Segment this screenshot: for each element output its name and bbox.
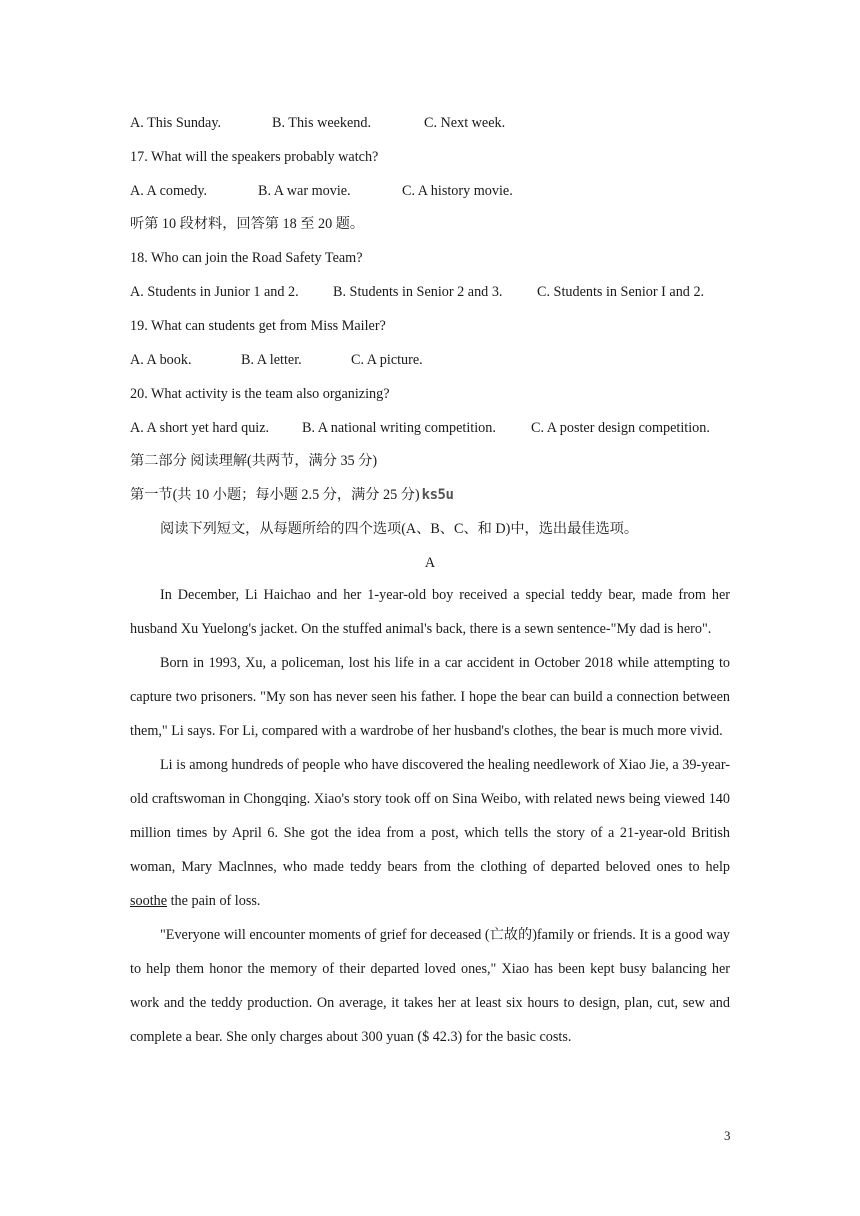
option-a: A. A book. [130, 352, 192, 368]
option-b: B. This weekend. [272, 115, 372, 131]
paragraph-1: In December, Li Haichao and her 1-year-old boy received a special teddy bear, made from her husband Xu Yuelong's jacket. On the stuffed animal's back, there is a sewn sentence-"My dad is hero". [130, 587, 730, 637]
section-10-instruction: 听第 10 段材料，回答第 18 至 20 题。 [130, 216, 365, 232]
section-1-text: 第一节(共 10 小题；每小题 2.5 分，满分 25 分) [130, 487, 420, 503]
q20-options [130, 419, 710, 437]
section-1-heading [130, 486, 453, 504]
reading-instruction: 阅读下列短文，从每题所给的四个选项(A、B、C、和 D)中，选出最佳选项。 [160, 521, 639, 537]
option-b: B. Students in Senior 2 and 3. [333, 284, 503, 300]
option-b: B. A war movie. [258, 183, 351, 199]
option-a: A. This Sunday. [130, 115, 222, 131]
page-number: 3 [724, 1128, 731, 1143]
option-b: B. A letter. [241, 352, 302, 368]
option-c: C. Students in Senior I and 2. [537, 284, 705, 300]
option-c: C. A poster design competition. [531, 420, 710, 436]
passage-body [130, 578, 730, 1054]
underlined-word: soothe [130, 893, 168, 909]
question-17: 17. What will the speakers probably watch? [130, 149, 379, 165]
q19-options [130, 351, 423, 369]
paragraph-2: Born in 1993, Xu, a policeman, lost his life in a car accident in October 2018 while attempting to capture two prisoners. "My son has never seen his father. I hope the bear can build a connection between them," Li says. For Li, compared with a wardrobe of her husband's clothes, the bear is much more vivid. [130, 655, 730, 739]
part-2-heading: 第二部分 阅读理解(共两节，满分 35 分) [130, 453, 378, 469]
question-19: 19. What can students get from Miss Mailer? [130, 318, 386, 334]
paragraph-3 [130, 748, 730, 918]
paragraph-3-text: Li is among hundreds of people who have discovered the healing needlework of Xiao Jie, a 39-year-old craftswoman in Chongqing. Xiao's story took off on Sina Weibo, with related news being viewed 140 million times by April 6. She got the idea from a post, which tells the story of a 21-year-old British woman, Mary Maclnnes, who made teddy bears from the clothing of departed beloved ones to help [130, 757, 730, 875]
option-c: C. A history movie. [402, 183, 513, 199]
option-c: C. A picture. [351, 352, 423, 368]
option-a: A. Students in Junior 1 and 2. [130, 284, 299, 300]
question-20: 20. What activity is the team also organizing? [130, 386, 390, 402]
paragraph-4: "Everyone will encounter moments of grief for deceased (亡故的)family or friends. It is a good way to help them honor the memory of their departed loved ones," Xiao has been kept busy balancing her work and the teddy production. On average, it takes her at least six hours to design, plan, cut, sew and complete a bear. She only charges about 300 yuan ($ 42.3) for the basic costs. [130, 927, 730, 1045]
q17-options [130, 182, 513, 200]
question-18: 18. Who can join the Road Safety Team? [130, 250, 363, 266]
ks5u-watermark: ks5u [421, 487, 454, 503]
q16-options [130, 114, 505, 132]
passage-letter: A [424, 555, 436, 571]
option-c: C. Next week. [424, 115, 506, 131]
option-a: A. A short yet hard quiz. [130, 420, 270, 436]
q18-options [130, 283, 704, 301]
option-b: B. A national writing competition. [302, 420, 496, 436]
option-a: A. A comedy. [130, 183, 208, 199]
paragraph-3-end: the pain of loss. [167, 893, 261, 909]
